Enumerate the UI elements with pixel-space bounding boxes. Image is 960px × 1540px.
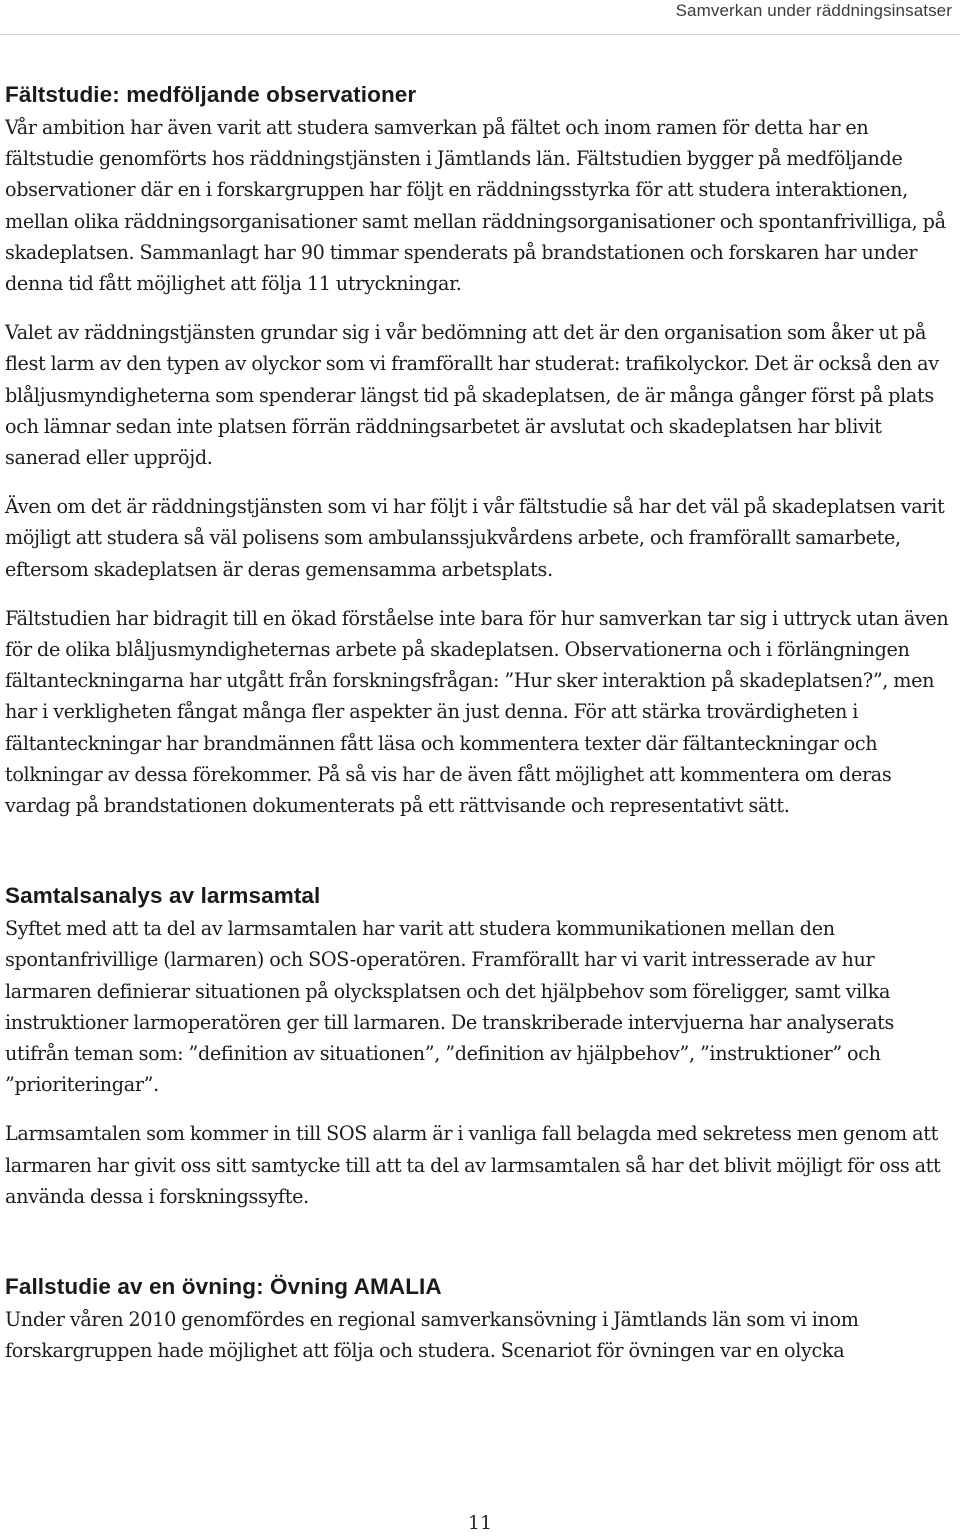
paragraph: Under våren 2010 genomfördes en regional samverkansövning i Jämtlands län som vi inom forskargruppen hade möjlighet att följa och studera. Scenariot för övningen var en olycka: [5, 1308, 859, 1363]
paragraph: Valet av räddningstjänsten grundar sig i vår bedömning att det är den organisation som åker ut på flest larm av den typen av olyckor som vi framförallt har studerat: trafikolyckor. Det är också den av blåljusmyndigheterna som spenderar längst tid på skadeplatsen, de är många gånger först på plats och lämnar sedan inte platsen förrän räddningsarbetet är avslutat och skadeplatsen har blivit sanerad eller uppröjd.: [5, 321, 939, 470]
paragraph: Vår ambition har även varit att studera samverkan på fältet och inom ramen för detta har en fältstudie genomförts hos räddningstjänsten i Jämtlands län. Fältstudien bygger på medföljande observationer där en i forskargruppen har följt en räddningsstyrka för att studera interaktionen, mellan olika räddningsorganisationer samt mellan räddningsorganisationer och spontanfrivilliga, på skadeplatsen. Sammanlagt har 90 timmar spenderats på brandstationen och forskaren har under denna tid fått möjlighet att följa 11 utryckningar.: [5, 116, 946, 296]
section-field-study: [5, 80, 953, 821]
running-header: Samverkan under räddningsinsatser: [675, 1, 952, 20]
paragraph: Larmsamtalen som kommer in till SOS alarm är i vanliga fall belagda med sekretess men genom att larmaren har givit oss sitt samtycke till att ta del av larmsamtalen så har det blivit möjligt för oss att använda dessa i forskningssyfte.: [5, 1122, 941, 1208]
header-divider: [0, 34, 960, 35]
paragraph: Även om det är räddningstjänsten som vi har följt i vår fältstudie så har det väl på skadeplatsen varit möjligt att studera så väl polisens som ambulanssjukvårdens arbete, och framförallt samarbete, eftersom skadeplatsen är deras gemensamma arbetsplats.: [5, 495, 945, 581]
page-number: 11: [467, 1512, 493, 1534]
paragraph: Syftet med att ta del av larmsamtalen har varit att studera kommunikationen mellan den spontanfrivillige (larmaren) och SOS-operatören. Framförallt har vi varit intresserade av hur larmaren definierar situationen på olycksplatsen och det hjälpbehov som föreligger, samt vilka instruktioner larmoperatören ger till larmaren. De transkriberade intervjuerna har analyserats utifrån teman som: ”definition av situationen”, ”definition av hjälpbehov”, ”instruktioner” och ”prioriteringar”.: [5, 917, 895, 1097]
section-heading: Fältstudie: medföljande observationer: [5, 82, 417, 107]
paragraph: Fältstudien har bidragit till en ökad förståelse inte bara för hur samverkan tar sig i uttryck utan även för de olika blåljusmyndigheternas arbete på skadeplatsen. Observationerna och i förlängningen fältanteckningarna har utgått från forskningsfrågan: ”Hur sker interaktion på skadeplatsen?”, men har i verkligheten fångat många fler aspekter än just denna. För att stärka trovärdigheten i fältanteckningar har brandmännen fått läsa och kommentera texter där fältanteckningar och tolkningar av dessa förekommer. På så vis har de även fått möjlighet att kommentera om deras vardag på brandstationen dokumenterats på ett rättvisande och representativt sätt.: [5, 606, 949, 818]
section-call-analysis: [5, 881, 953, 1212]
section-case-study: [5, 1272, 953, 1366]
page-content: [5, 80, 953, 1427]
section-heading: Fallstudie av en övning: Övning AMALIA: [5, 1274, 442, 1300]
section-heading: Samtalsanalys av larmsamtal: [5, 883, 321, 909]
